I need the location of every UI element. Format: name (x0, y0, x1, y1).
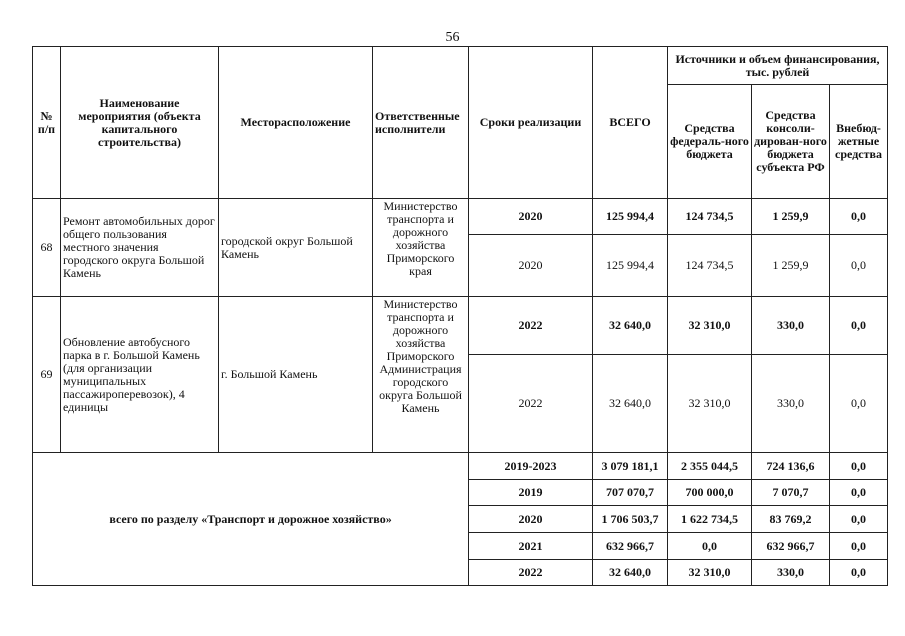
cell-extra: 0,0 (830, 533, 888, 560)
cell-consolidated: 83 769,2 (752, 506, 830, 533)
header-consolidated: Средства консоли-дирован-ного бюджета субъекта РФ (752, 85, 830, 199)
cell-extra: 0,0 (830, 480, 888, 506)
cell-federal: 124 734,5 (668, 199, 752, 235)
summary-row (33, 453, 888, 480)
cell-year: 2020 (469, 506, 593, 533)
row-num: 69 (33, 297, 61, 453)
cell-federal: 0,0 (668, 533, 752, 560)
cell-federal: 700 000,0 (668, 480, 752, 506)
cell-total: 125 994,4 (593, 199, 668, 235)
cell-extra: 0,0 (830, 560, 888, 586)
cell-consolidated: 632 966,7 (752, 533, 830, 560)
cell-year: 2020 (469, 235, 593, 297)
cell-year: 2022 (469, 297, 593, 355)
cell-federal: 1 622 734,5 (668, 506, 752, 533)
cell-federal: 32 310,0 (668, 355, 752, 453)
row-location: городской округ Большой Камень (219, 199, 373, 297)
cell-extra: 0,0 (830, 506, 888, 533)
row-location: г. Большой Камень (219, 297, 373, 453)
table-row (33, 297, 888, 355)
row-name: Ремонт автомобильных дорог общего пользования местного значения городского округа Большой Камень (61, 199, 219, 297)
cell-total: 3 079 181,1 (593, 453, 668, 480)
cell-extra: 0,0 (830, 199, 888, 235)
cell-federal: 2 355 044,5 (668, 453, 752, 480)
cell-consolidated: 7 070,7 (752, 480, 830, 506)
table-row (33, 199, 888, 235)
cell-extra: 0,0 (830, 235, 888, 297)
header-period: Сроки реализации (469, 47, 593, 199)
cell-extra: 0,0 (830, 453, 888, 480)
page-number: 56 (445, 30, 460, 45)
row-responsible: Министерство транспорта и дорожного хозяйства Приморского Администрация городского округа Большой Камень (373, 297, 469, 453)
header-responsible: Ответственные исполнители (373, 47, 469, 199)
cell-consolidated: 330,0 (752, 560, 830, 586)
cell-total: 32 640,0 (593, 355, 668, 453)
header-extrabudget: Внебюд-жетные средства (830, 85, 888, 199)
header-location: Месторасположение (219, 47, 373, 199)
header-row-1 (33, 47, 888, 85)
cell-federal: 124 734,5 (668, 235, 752, 297)
financing-table (32, 46, 888, 586)
header-num: № п/п (33, 47, 61, 199)
row-responsible: Министерство транспорта и дорожного хозяйства Приморского края (373, 199, 469, 297)
row-num: 68 (33, 199, 61, 297)
cell-extra: 0,0 (830, 297, 888, 355)
summary-label: всего по разделу «Транспорт и дорожное хозяйство» (33, 453, 469, 586)
cell-total: 1 706 503,7 (593, 506, 668, 533)
cell-federal: 32 310,0 (668, 297, 752, 355)
cell-total: 32 640,0 (593, 297, 668, 355)
cell-year: 2022 (469, 355, 593, 453)
cell-year: 2020 (469, 199, 593, 235)
header-name: Наименование мероприятия (объекта капитального строительства) (61, 47, 219, 199)
cell-year: 2022 (469, 560, 593, 586)
cell-consolidated: 330,0 (752, 355, 830, 453)
cell-consolidated: 1 259,9 (752, 235, 830, 297)
cell-year: 2019-2023 (469, 453, 593, 480)
header-sources-group: Источники и объем финансирования, тыс. рублей (668, 47, 888, 85)
cell-total: 32 640,0 (593, 560, 668, 586)
cell-total: 707 070,7 (593, 480, 668, 506)
cell-consolidated: 330,0 (752, 297, 830, 355)
header-federal: Средства федераль-ного бюджета (668, 85, 752, 199)
header-total: ВСЕГО (593, 47, 668, 199)
row-name: Обновление автобусного парка в г. Большой Камень (для организации муниципальных пассажироперевозок), 4 единицы (61, 297, 219, 453)
cell-year: 2019 (469, 480, 593, 506)
cell-federal: 32 310,0 (668, 560, 752, 586)
cell-extra: 0,0 (830, 355, 888, 453)
cell-total: 632 966,7 (593, 533, 668, 560)
cell-consolidated: 1 259,9 (752, 199, 830, 235)
cell-total: 125 994,4 (593, 235, 668, 297)
cell-consolidated: 724 136,6 (752, 453, 830, 480)
cell-year: 2021 (469, 533, 593, 560)
